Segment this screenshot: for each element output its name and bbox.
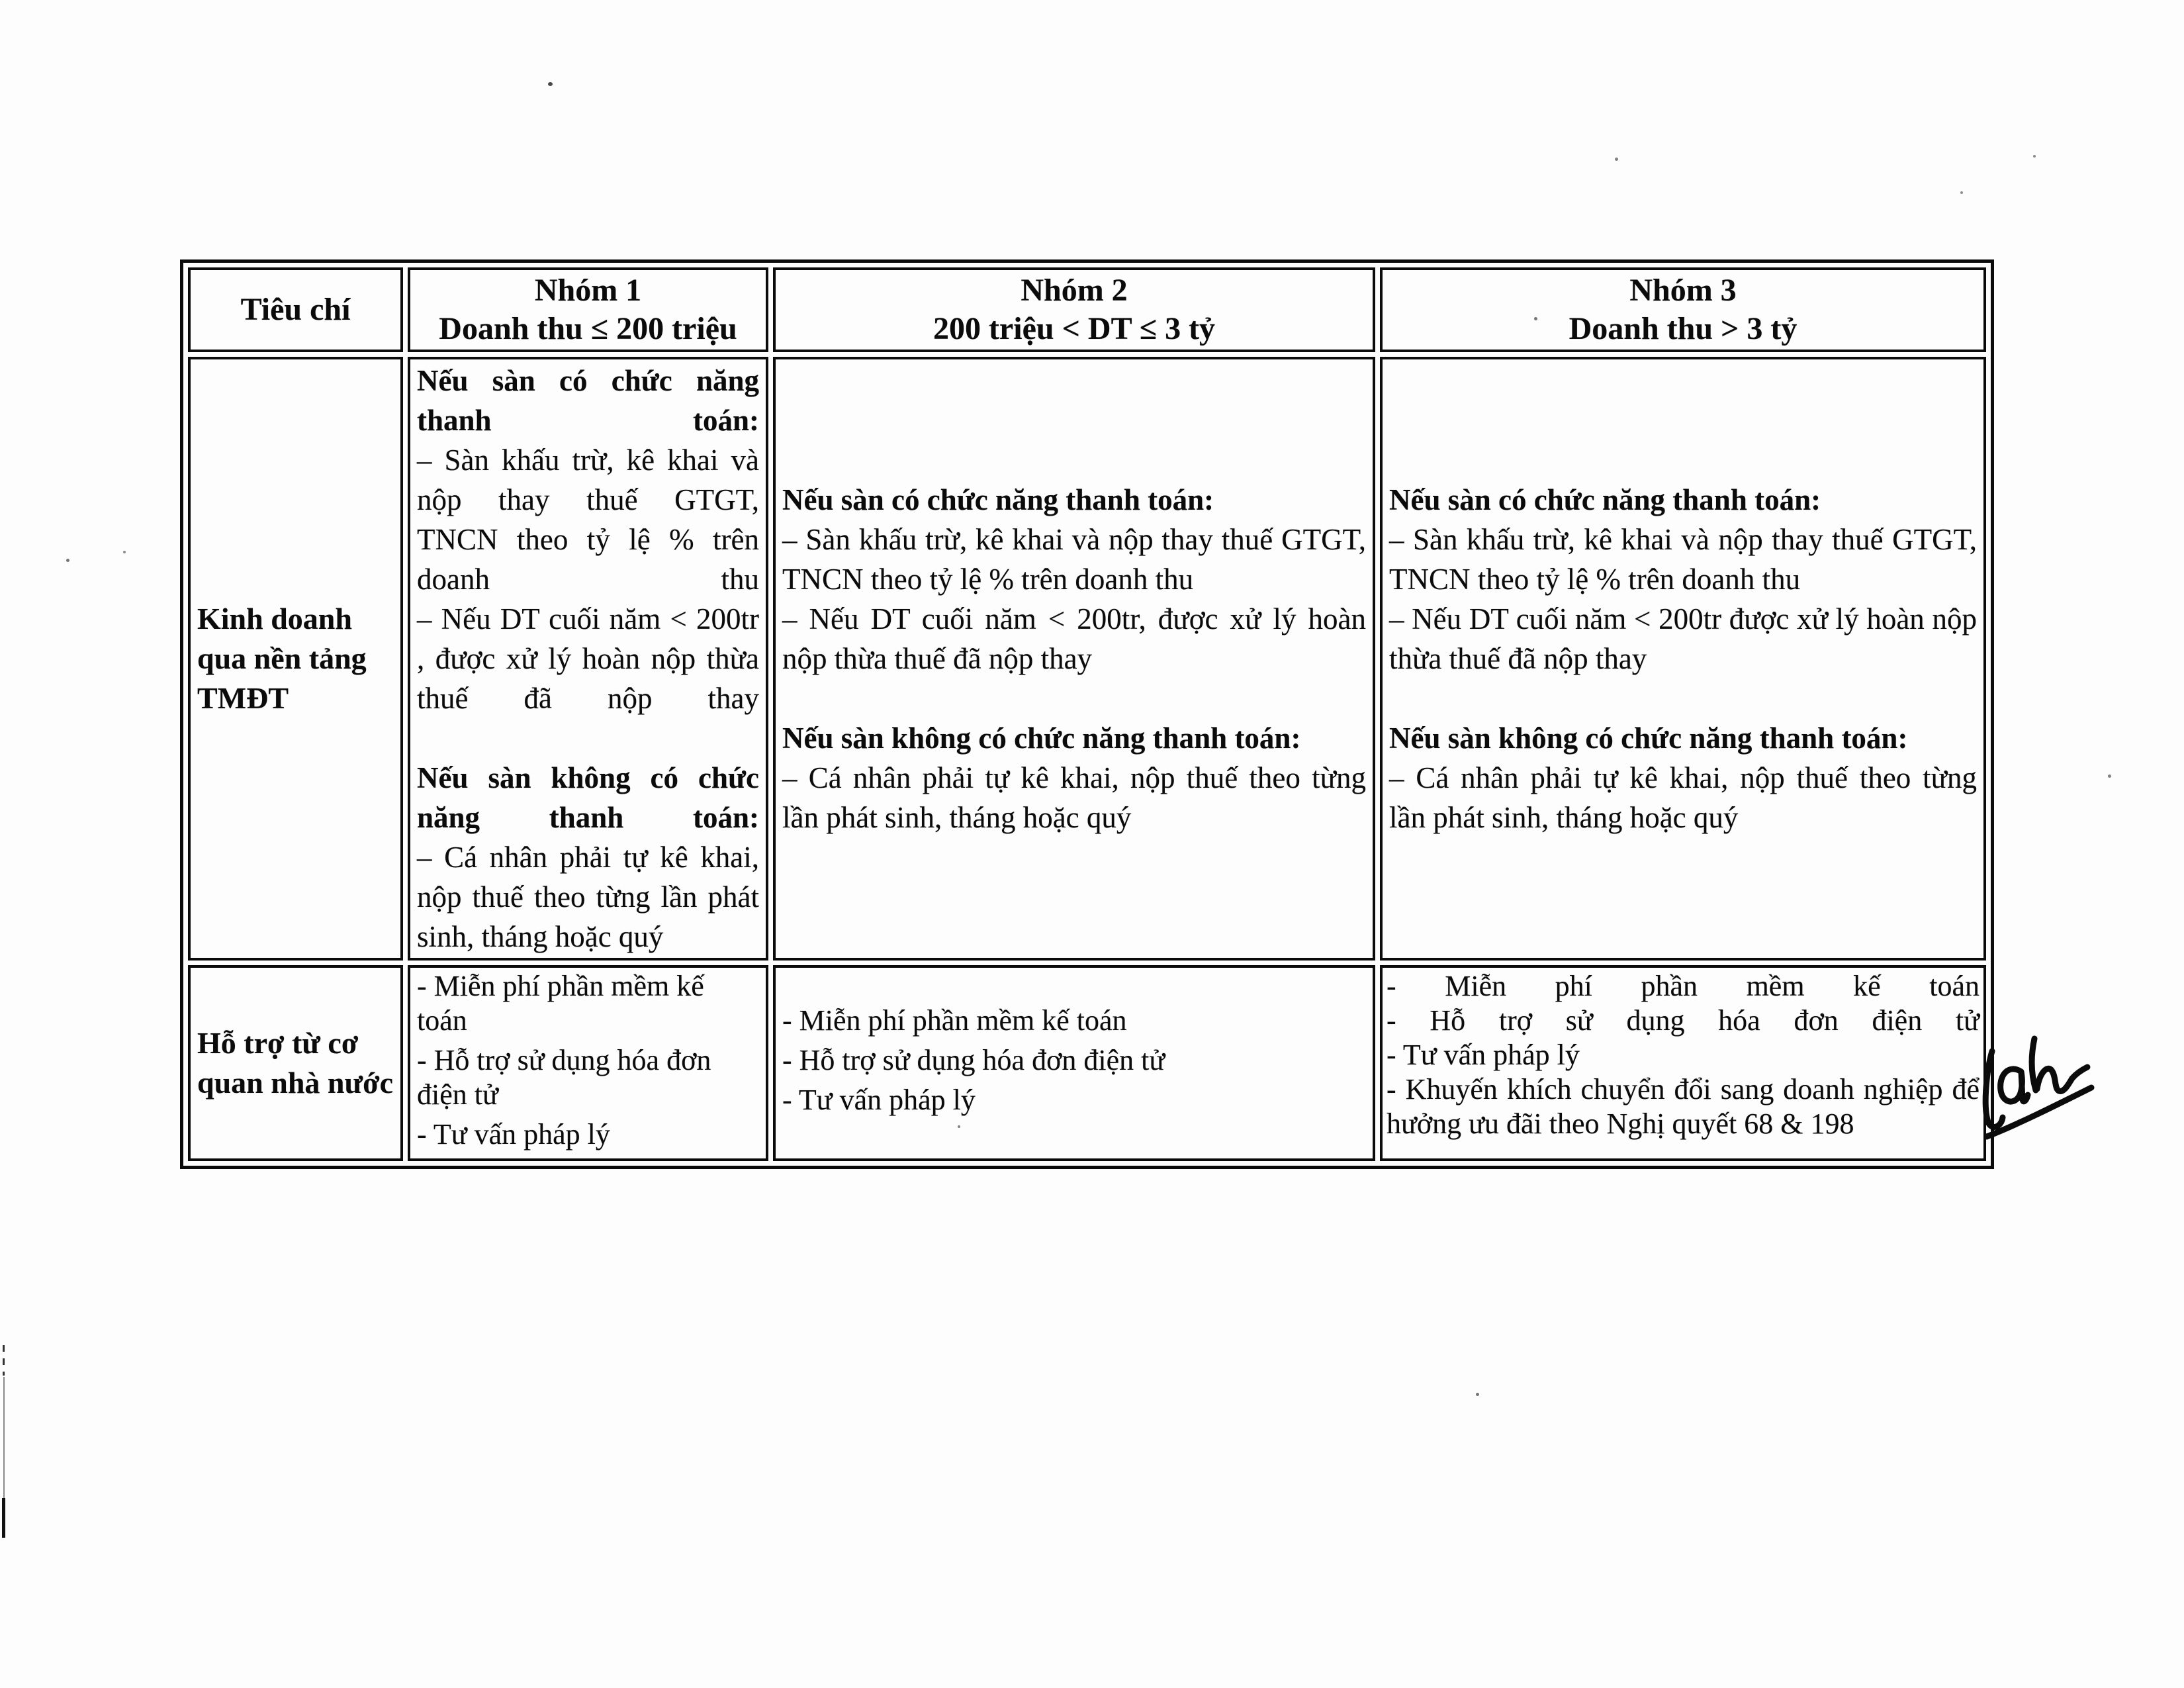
cell-support-group2 xyxy=(773,965,1375,1161)
support-item-legal: - Tư vấn pháp lý xyxy=(782,1084,976,1116)
scan-speck xyxy=(1534,317,1537,320)
point-refund: – Nếu DT cuối năm < 200tr được xử lý hoàn nộp thừa thuế đã nộp thay xyxy=(1389,602,1977,675)
scan-speck xyxy=(2033,155,2036,158)
scan-edge-artifact xyxy=(2,1498,5,1538)
group3-range: Doanh thu > 3 tỷ xyxy=(1569,311,1797,346)
support-item-invoice: - Hỗ trợ sử dụng hóa đơn điện tử xyxy=(417,1044,711,1111)
scan-speck xyxy=(66,559,69,562)
group1-name: Nhóm 1 xyxy=(534,273,642,308)
support-item-software: - Miễn phí phần mềm kế toán xyxy=(782,1004,1127,1037)
criteria-comparison-table xyxy=(180,259,1994,1169)
point-self-declare: – Cá nhân phải tự kê khai, nộp thuế theo từng lần phát sinh, tháng hoặc quý xyxy=(1389,761,1977,834)
point-self-declare: – Cá nhân phải tự kê khai, nộp thuế theo từng lần phát sinh, tháng hoặc quý xyxy=(417,841,759,953)
header-cell-group3 xyxy=(1380,267,1986,352)
cell-ecommerce-group2 xyxy=(773,357,1375,961)
heading-payment: Nếu sàn có chức năng thanh toán: xyxy=(782,483,1214,516)
support-item-software: - Miễn phí phần mềm kế toán xyxy=(417,970,704,1037)
group3-name: Nhóm 3 xyxy=(1629,273,1737,308)
heading-no-payment: Nếu sàn không có chức năng thanh toán: xyxy=(417,761,759,834)
row-support xyxy=(188,965,1986,1161)
header-criteria-label: Tiêu chí xyxy=(240,292,351,327)
cell-support-group3 xyxy=(1380,965,1986,1161)
heading-no-payment: Nếu sàn không có chức năng thanh toán: xyxy=(782,722,1301,755)
scan-speck xyxy=(1960,191,1963,194)
criteria-label: Hỗ trợ từ cơ quan nhà nước xyxy=(197,1026,393,1100)
heading-payment: Nếu sàn có chức năng thanh toán: xyxy=(1389,483,1821,516)
row-ecommerce xyxy=(188,357,1986,961)
header-cell-group1 xyxy=(408,267,768,352)
group2-name: Nhóm 2 xyxy=(1021,273,1128,308)
point-self-declare: – Cá nhân phải tự kê khai, nộp thuế theo từng lần phát sinh, tháng hoặc quý xyxy=(782,761,1366,834)
point-refund: – Nếu DT cuối năm < 200tr , được xử lý hoàn nộp thừa thuế đã nộp thay xyxy=(417,602,759,715)
scan-speck xyxy=(123,551,126,553)
scan-speck xyxy=(958,1125,960,1128)
scan-speck xyxy=(1476,1393,1479,1396)
scan-edge-artifact xyxy=(3,1377,5,1498)
point-withhold: – Sàn khấu trừ, kê khai và nộp thay thuế GTGT, TNCN theo tỷ lệ % trên doanh thu xyxy=(1389,523,1977,596)
cell-ecommerce-group3 xyxy=(1380,357,1986,961)
scan-speck xyxy=(548,82,553,86)
scan-speck xyxy=(2108,774,2111,778)
support-item-legal: - Tư vấn pháp lý xyxy=(417,1118,610,1150)
cell-ecommerce-group1 xyxy=(408,357,768,961)
support-item-invoice: - Hỗ trợ sử dụng hóa đơn điện tử xyxy=(782,1044,1165,1076)
header-cell-group2 xyxy=(773,267,1375,352)
scan-edge-artifact xyxy=(3,1345,5,1376)
cell-ecommerce-criteria xyxy=(188,357,403,961)
cell-support-group1 xyxy=(408,965,768,1161)
header-cell-criteria xyxy=(188,267,403,352)
cell-support-criteria xyxy=(188,965,403,1161)
support-item-invoice: - Hỗ trợ sử dụng hóa đơn điện tử xyxy=(1387,1004,1979,1037)
table-header-row xyxy=(188,267,1986,352)
group1-range: Doanh thu ≤ 200 triệu xyxy=(439,311,737,346)
group2-range: 200 triệu < DT ≤ 3 tỷ xyxy=(933,311,1216,346)
scan-speck xyxy=(1615,158,1618,161)
support-item-software: - Miễn phí phần mềm kế toán xyxy=(1387,970,1979,1002)
signature-scribble xyxy=(1952,1029,2138,1195)
point-withhold: – Sàn khấu trừ, kê khai và nộp thay thuế GTGT, TNCN theo tỷ lệ % trên doanh thu xyxy=(417,444,759,596)
support-item-convert: - Khuyến khích chuyển đổi sang doanh nghiệp để hưởng ưu đãi theo Nghị quyết 68 & 198 xyxy=(1387,1073,1979,1140)
support-item-legal: - Tư vấn pháp lý xyxy=(1387,1039,1580,1071)
point-refund: – Nếu DT cuối năm < 200tr, được xử lý hoàn nộp thừa thuế đã nộp thay xyxy=(782,602,1366,675)
heading-payment: Nếu sàn có chức năng thanh toán: xyxy=(417,364,759,437)
point-withhold: – Sàn khấu trừ, kê khai và nộp thay thuế GTGT, TNCN theo tỷ lệ % trên doanh thu xyxy=(782,523,1366,596)
heading-no-payment: Nếu sàn không có chức năng thanh toán: xyxy=(1389,722,1908,755)
criteria-label: Kinh doanh qua nền tảng TMĐT xyxy=(197,602,367,715)
